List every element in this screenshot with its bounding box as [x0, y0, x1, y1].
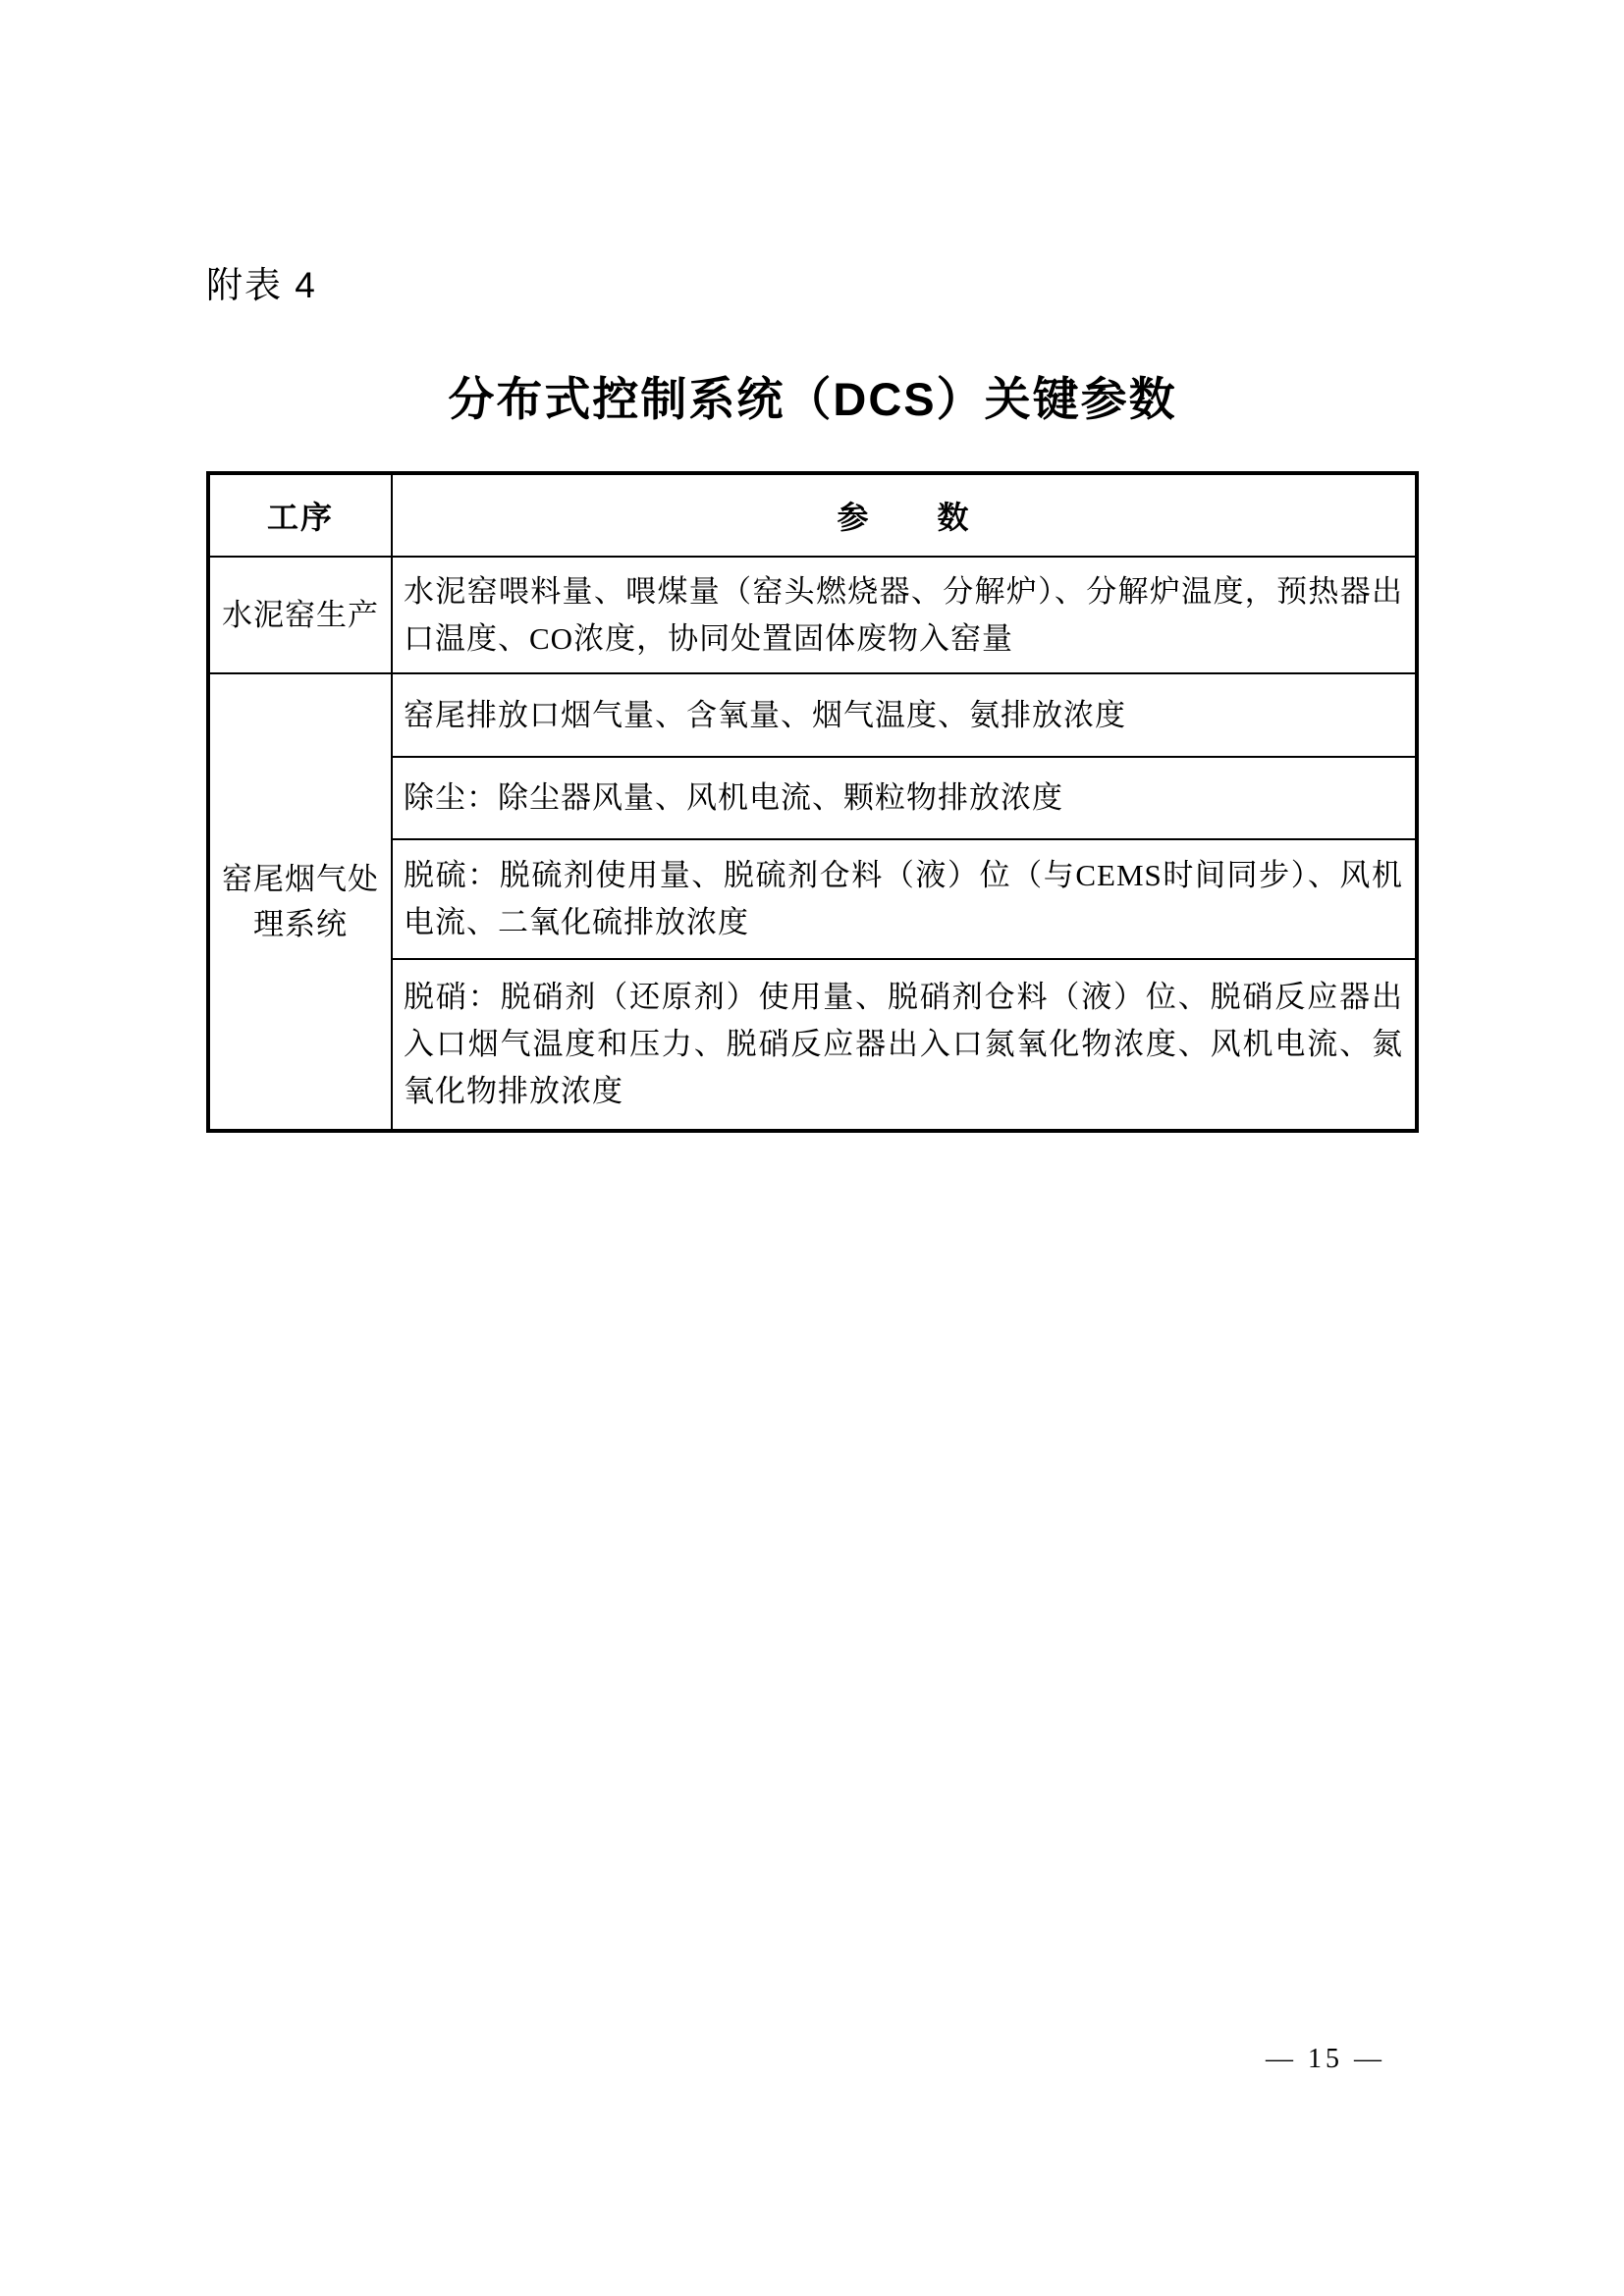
- table-header-row: [208, 473, 1417, 557]
- parameter-cell-denitration: 脱硝：脱硝剂（还原剂）使用量、脱硝剂仓料（液）位、脱硝反应器出入口烟气温度和压力、脱硝反应器出入口氮氧化物浓度、风机电流、氮氧化物排放浓度: [392, 959, 1417, 1131]
- parameter-cell-cement-kiln-production: 水泥窑喂料量、喂煤量（窑头燃烧器、分解炉）、分解炉温度，预热器出口温度、CO浓度，协同处置固体废物入窑量: [392, 557, 1417, 673]
- process-cell-cement-kiln-production: 水泥窑生产: [208, 557, 392, 673]
- dcs-parameters-table: [206, 471, 1419, 1133]
- annex-label: 附表 4: [206, 265, 317, 305]
- parameter-cell-kiln-tail-outlet: 窑尾排放口烟气量、含氧量、烟气温度、氨排放浓度: [392, 673, 1417, 757]
- page-title: 分布式控制系统（DCS）关键参数: [448, 373, 1177, 425]
- table-row: [208, 557, 1417, 673]
- page-number: — 15 —: [1266, 2044, 1385, 2074]
- column-header-parameters: 参 数: [392, 473, 1417, 557]
- table-row: [208, 673, 1417, 757]
- column-header-process: 工序: [208, 473, 392, 557]
- process-cell-kiln-tail-flue-gas-system: 窑尾烟气处理系统: [208, 673, 392, 1131]
- parameter-cell-dust-removal: 除尘：除尘器风量、风机电流、颗粒物排放浓度: [392, 757, 1417, 839]
- parameter-cell-desulfurization: 脱硫：脱硫剂使用量、脱硫剂仓料（液）位（与CEMS时间同步）、风机电流、二氧化硫排放浓度: [392, 839, 1417, 959]
